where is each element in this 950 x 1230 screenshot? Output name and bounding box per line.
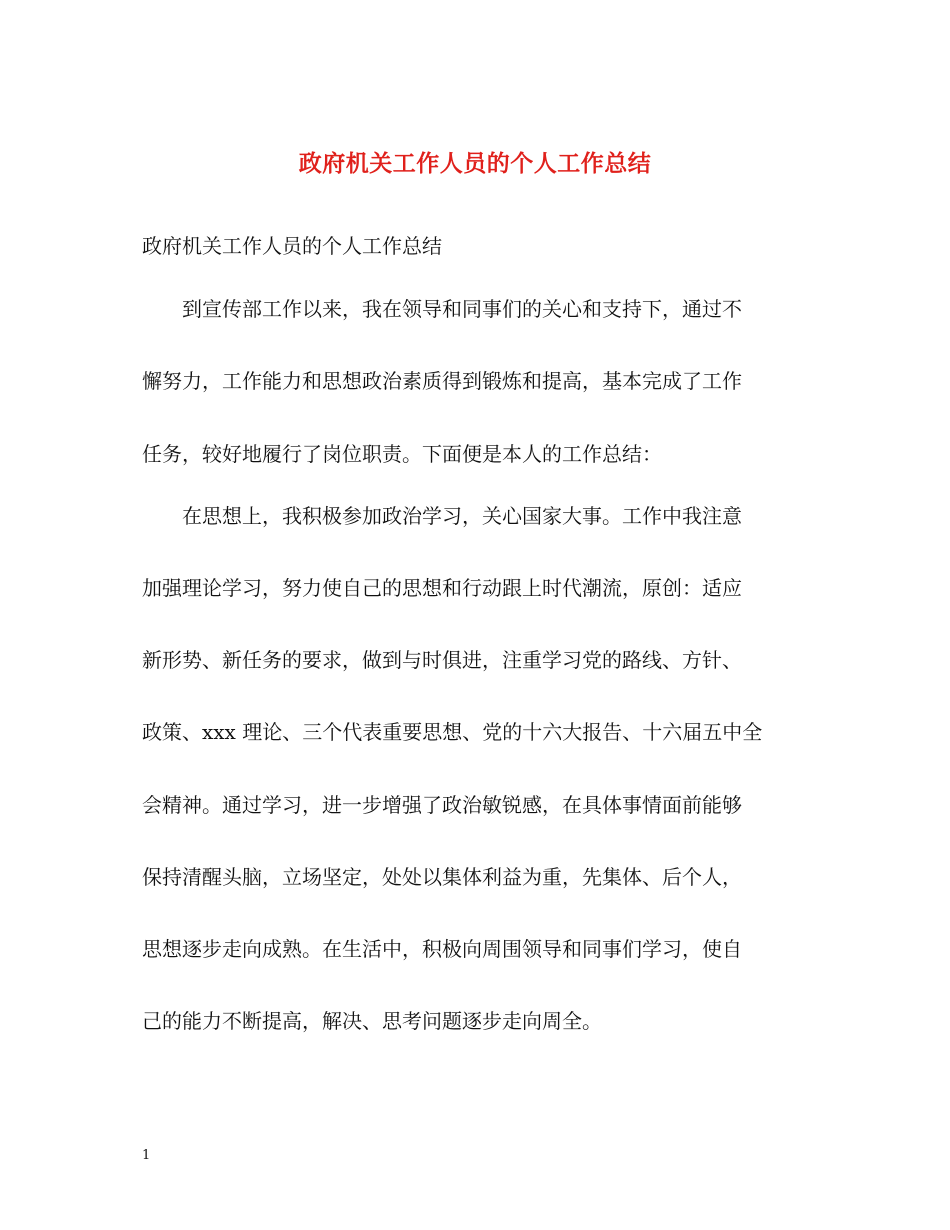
- paragraph-1-line-2: 懈努力，工作能力和思想政治素质得到锻炼和提高，基本完成了工作: [142, 369, 742, 393]
- paragraph-2-line-5: 会精神。通过学习，进一步增强了政治敏锐感，在具体事情面前能够: [142, 793, 742, 817]
- paragraph-2-line-8: 己的能力不断提高，解决、思考问题逐步走向周全。: [142, 1009, 602, 1033]
- paragraph-2-line-4: 政策、xxx 理论、三个代表重要思想、党的十六大报告、十六届五中全: [142, 720, 763, 744]
- document-subtitle: 政府机关工作人员的个人工作总结: [142, 234, 442, 258]
- paragraph-2-line-3: 新形势、新任务的要求，做到与时俱进，注重学习党的路线、方针、: [142, 648, 742, 672]
- paragraph-2-line-6: 保持清醒头脑，立场坚定，处处以集体利益为重，先集体、后个人，: [142, 865, 742, 889]
- paragraph-1-line-3: 任务，较好地履行了岗位职责。下面便是本人的工作总结：: [142, 442, 662, 466]
- page-number: 1: [142, 1148, 151, 1163]
- paragraph-2-line-7: 思想逐步走向成熟。在生活中，积极向周围领导和同事们学习，使自: [142, 937, 742, 961]
- paragraph-1-line-1: 到宣传部工作以来，我在领导和同事们的关心和支持下，通过不: [182, 297, 742, 321]
- document-title: 政府机关工作人员的个人工作总结: [298, 150, 652, 177]
- paragraph-2-line-1: 在思想上，我积极参加政治学习，关心国家大事。工作中我注意: [182, 504, 742, 528]
- paragraph-2-line-2: 加强理论学习，努力使自己的思想和行动跟上时代潮流，原创：适应: [142, 576, 742, 600]
